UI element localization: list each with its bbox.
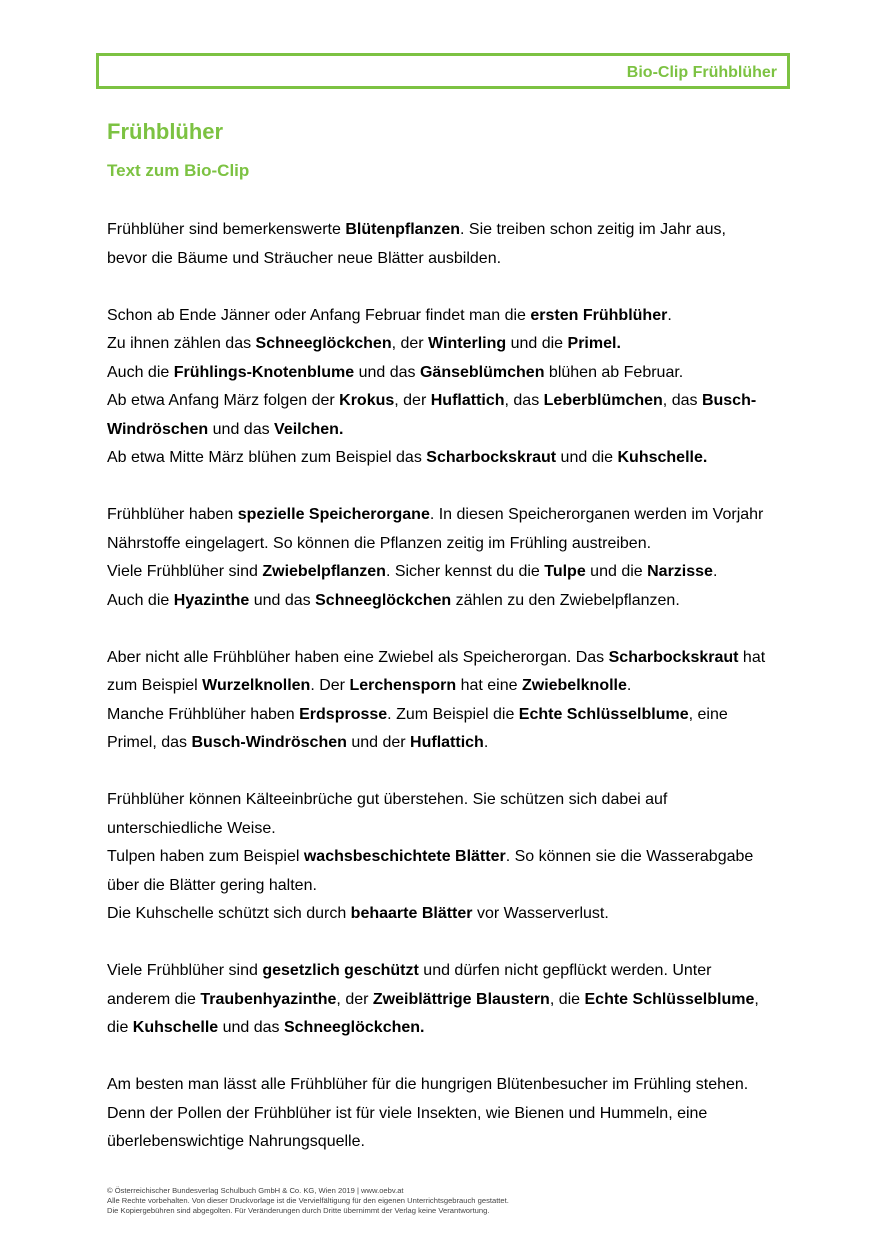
bold-term: Wurzelknollen <box>202 677 311 694</box>
body-text <box>107 216 797 1185</box>
text-run: zählen zu den Zwiebelpflanzen. <box>451 591 680 609</box>
text-run: , der <box>394 392 431 409</box>
text-line <box>107 815 797 844</box>
text-run: Die Kuhschelle schützt sich durch <box>107 905 351 922</box>
text-run: Viele Frühblüher sind <box>107 962 263 979</box>
text-run: . So können sie die Wasserabgabe <box>505 848 754 865</box>
bold-term: Busch-Windröschen <box>191 734 347 751</box>
text-run: Nährstoffe eingelagert. So können die Pflanzen zeitig im Frühling austreiben. <box>107 534 652 552</box>
text-run: und das <box>249 591 316 609</box>
text-line <box>107 786 797 815</box>
text-line <box>107 986 797 1015</box>
bold-term: Schneeglöckchen <box>315 591 452 609</box>
text-run: Am besten man lässt alle Frühblüher für die hungrigen Blütenbesucher im Frühling stehen. <box>107 1076 749 1093</box>
text-run: über die Blätter gering halten. <box>107 876 317 894</box>
text-line <box>107 672 797 701</box>
bold-term: Scharbockskraut <box>608 648 739 666</box>
text-line <box>107 701 797 730</box>
text-run: unterschiedliche Weise. <box>107 819 276 837</box>
bold-term: spezielle Speicherorgane <box>237 506 430 523</box>
bold-term: Schneeglöckchen <box>255 335 392 352</box>
text-line <box>107 330 797 359</box>
text-run: . <box>626 677 632 694</box>
bold-term: behaarte Blätter <box>350 905 473 922</box>
text-run: und das <box>208 420 275 438</box>
text-line <box>107 501 797 530</box>
text-run: . Zum Beispiel die <box>387 705 519 723</box>
footer-line: © Österreichischer Bundesverlag Schulbuch GmbH & Co. KG, Wien 2019 | www.oebv.at <box>107 1186 404 1195</box>
text-run: Frühblüher sind bemerkenswerte <box>107 221 346 238</box>
text-run: Zu ihnen zählen das <box>107 335 256 352</box>
text-line <box>107 359 797 388</box>
text-run: zum Beispiel <box>107 677 203 694</box>
bold-term: gesetzlich geschützt <box>262 962 419 979</box>
bold-term: Zwiebelpflanzen <box>262 563 386 580</box>
text-run: . Sicher kennst du die <box>385 563 545 580</box>
text-run: Aber nicht alle Frühblüher haben eine Zwiebel als Speicherorgan. Das <box>107 648 609 666</box>
text-run: anderem die <box>107 990 201 1008</box>
text-run: die <box>107 1019 133 1036</box>
paragraph <box>107 644 797 758</box>
text-run: hat eine <box>456 677 522 694</box>
bold-term: Leberblümchen <box>543 392 663 409</box>
text-run: . <box>667 306 672 324</box>
text-run: und das <box>218 1019 284 1036</box>
text-run: überlebenswichtige Nahrungsquelle. <box>107 1133 365 1150</box>
text-line <box>107 872 797 901</box>
text-line <box>107 843 797 872</box>
text-run: , die <box>549 990 585 1008</box>
header-box <box>96 53 790 89</box>
header-title: Bio-Clip Frühblüher <box>626 64 777 81</box>
bold-term: Busch- <box>701 392 757 409</box>
text-line <box>107 302 797 331</box>
bold-term: Windröschen <box>107 420 209 438</box>
bold-term: Erdsprosse <box>299 705 388 723</box>
bold-term: wachsbeschichtete Blätter <box>303 848 506 865</box>
bold-term: Zwiebelknolle <box>521 677 627 694</box>
text-line <box>107 444 797 473</box>
bold-term: Scharbockskraut <box>426 449 557 466</box>
text-run: . <box>483 734 489 751</box>
text-run: und die <box>556 449 618 466</box>
text-run: . In diesen Speicherorganen werden im Vorjahr <box>429 506 764 523</box>
text-line <box>107 530 797 559</box>
text-run: und das <box>354 363 420 381</box>
text-run: Auch die <box>107 363 174 381</box>
page-subtitle: Text zum Bio-Clip <box>107 161 250 180</box>
text-run: bevor die Bäume und Sträucher neue Blätter ausbilden. <box>107 249 502 267</box>
paragraph <box>107 501 797 615</box>
text-run: . Sie treiben schon zeitig im Jahr aus, <box>460 221 726 238</box>
text-run: Frühblüher können Kälteeinbrüche gut überstehen. Sie schützen sich dabei auf <box>107 791 668 808</box>
bold-term: Blütenpflanzen <box>345 221 461 238</box>
text-run: Tulpen haben zum Beispiel <box>107 848 304 865</box>
text-run: und der <box>346 734 411 751</box>
bold-term: Primel. <box>567 335 621 352</box>
paragraph <box>107 302 797 473</box>
text-line <box>107 587 797 616</box>
paragraph <box>107 957 797 1043</box>
paragraph <box>107 216 797 273</box>
text-line <box>107 416 797 445</box>
bold-term: Veilchen. <box>274 420 344 438</box>
text-run: Viele Frühblüher sind <box>107 563 263 580</box>
text-run: hat <box>738 648 766 666</box>
text-line <box>107 558 797 587</box>
text-run: . Der <box>310 677 350 694</box>
text-run: Schon ab Ende Jänner oder Anfang Februar findet man die <box>107 306 531 324</box>
text-run: Frühblüher haben <box>107 506 238 523</box>
text-run: Auch die <box>107 591 174 609</box>
text-run: Manche Frühblüher haben <box>107 705 300 723</box>
footer-line: Die Kopiergebühren sind abgegolten. Für Veränderungen durch Dritte übernimmt der Verlag keine Verantwortung. <box>107 1206 490 1215</box>
text-run: und dürfen nicht gepflückt werden. Unter <box>418 962 712 979</box>
text-run: , der <box>391 335 429 352</box>
text-run: Primel, das <box>107 734 192 751</box>
bold-term: Zweiblättrige Blaustern <box>372 990 550 1008</box>
bold-term: Gänseblümchen <box>419 363 545 381</box>
bold-term: Echte Schlüsselblume <box>518 705 689 723</box>
bold-term: Winterling <box>428 335 507 352</box>
bold-term: Krokus <box>339 392 395 409</box>
text-run: , <box>754 990 759 1008</box>
bold-term: Huflattich <box>430 392 505 409</box>
text-line <box>107 245 797 274</box>
page-title: Frühblüher <box>107 119 224 144</box>
text-line <box>107 1128 797 1157</box>
text-run: . <box>712 563 718 580</box>
text-run: , eine <box>688 705 728 723</box>
bold-term: Kuhschelle <box>132 1019 219 1036</box>
text-run: , das <box>662 392 702 409</box>
bold-term: Echte Schlüsselblume <box>584 990 755 1008</box>
bold-term: Lerchensporn <box>349 677 457 694</box>
text-run: vor Wasserverlust. <box>472 905 609 922</box>
text-line <box>107 957 797 986</box>
footer-line: Alle Rechte vorbehalten. Von dieser Druckvorlage ist die Vervielfältigung für den eigenen Unterrichtsgebrauch gestattet. <box>107 1196 509 1205</box>
text-run: , der <box>336 990 373 1008</box>
text-line <box>107 729 797 758</box>
bold-term: Hyazinthe <box>173 591 250 609</box>
text-run: und die <box>585 563 648 580</box>
paragraph <box>107 1071 797 1157</box>
text-line <box>107 216 797 245</box>
text-line <box>107 644 797 673</box>
text-run: Denn der Pollen der Frühblüher ist für viele Insekten, wie Bienen und Hummeln, eine <box>107 1104 708 1122</box>
bold-term: ersten Frühblüher <box>530 306 668 324</box>
copyright-footer <box>107 1186 509 1216</box>
bold-term: Schneeglöckchen. <box>283 1019 425 1036</box>
text-line <box>107 1071 797 1100</box>
bold-term: Narzisse <box>647 563 713 580</box>
text-run: blühen ab Februar. <box>544 363 684 381</box>
text-line <box>107 1014 797 1043</box>
text-run: Ab etwa Anfang März folgen der <box>107 392 340 409</box>
text-run: und die <box>506 335 568 352</box>
text-line <box>107 1100 797 1129</box>
paragraph <box>107 786 797 929</box>
text-line <box>107 900 797 929</box>
bold-term: Tulpe <box>544 563 586 580</box>
bold-term: Traubenhyazinthe <box>200 990 337 1008</box>
text-run: , das <box>504 392 544 409</box>
bold-term: Kuhschelle. <box>617 449 708 466</box>
text-run: Ab etwa Mitte März blühen zum Beispiel das <box>107 449 427 466</box>
text-line <box>107 387 797 416</box>
bold-term: Frühlings-Knotenblume <box>173 363 355 381</box>
bold-term: Huflattich <box>410 734 484 751</box>
